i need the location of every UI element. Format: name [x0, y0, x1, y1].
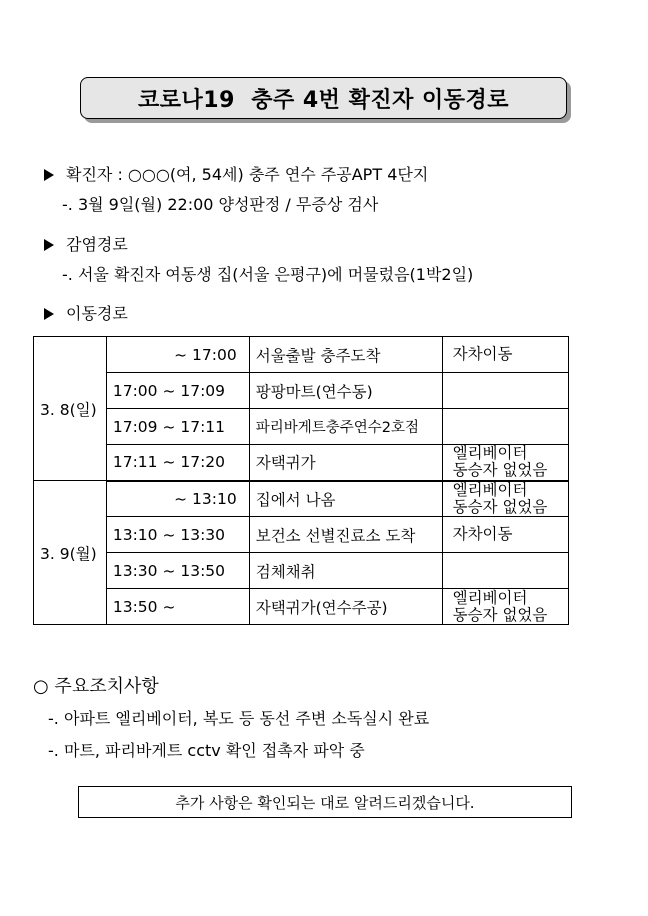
- time-cell: ~ 13:10: [106, 481, 249, 517]
- date-cell: 3. 9(월): [34, 481, 107, 625]
- time-cell: ~ 17:00: [106, 337, 249, 373]
- footer-note: [78, 786, 572, 818]
- infection-detail: [62, 262, 473, 285]
- table-row: [34, 409, 569, 445]
- table-row: [34, 553, 569, 589]
- place-cell: 팡팡마트(연수동): [249, 373, 442, 409]
- triangle-bullet-icon: [44, 169, 54, 181]
- measure-item: [48, 738, 365, 761]
- note-cell: [442, 481, 568, 517]
- test-result: -. 3월 9일(월) 22:00 양성판정 / 무증상 검사: [62, 195, 379, 214]
- route-heading-text: 이동경로: [66, 304, 128, 323]
- patient-line: [44, 162, 428, 185]
- note-line: 동승자 없었음: [452, 605, 548, 624]
- table-row: [34, 589, 569, 625]
- time-cell: 13:50 ~: [106, 589, 249, 625]
- table-row: [34, 481, 569, 517]
- note-cell: [442, 445, 568, 481]
- table-row: [34, 517, 569, 553]
- note-line: 동승자 없었음: [452, 497, 548, 516]
- place-cell: 서울출발 충주도착: [249, 337, 442, 373]
- note-cell: [442, 589, 568, 625]
- patient-info: 확진자 : ○○○(여, 54세) 충주 연수 주공APT 4단지: [66, 165, 429, 184]
- measure-item-text: -. 아파트 엘리베이터, 복도 등 동선 주변 소독실시 완료: [48, 709, 430, 728]
- triangle-bullet-icon: [44, 239, 54, 251]
- table-row: [34, 373, 569, 409]
- table-row: [34, 337, 569, 373]
- place-cell: 집에서 나옴: [249, 481, 442, 517]
- note-line: 엘리베이터: [452, 444, 528, 463]
- measure-item: [48, 706, 429, 729]
- triangle-bullet-icon: [44, 308, 54, 320]
- time-cell: 17:09 ~ 17:11: [106, 409, 249, 445]
- page-title-text: 코로나19 충주 4번 확진자 이동경로: [138, 87, 509, 113]
- place-cell: 자택귀가: [249, 445, 442, 481]
- date-cell: 3. 8(일): [34, 337, 107, 481]
- infection-heading: [44, 232, 128, 255]
- note-cell: [442, 373, 568, 409]
- measure-item-text: -. 마트, 파리바게트 cctv 확인 접촉자 파악 중: [48, 741, 365, 760]
- footer-note-text: 추가 사항은 확인되는 대로 알려드리겠습니다.: [175, 793, 475, 812]
- infection-heading-text: 감염경로: [66, 235, 128, 254]
- measures-heading-text: ○ 주요조치사항: [33, 676, 159, 697]
- place-cell: 자택귀가(연수주공): [249, 589, 442, 625]
- time-cell: 13:30 ~ 13:50: [106, 553, 249, 589]
- place-cell: 검체채취: [249, 553, 442, 589]
- page-title: [80, 77, 567, 119]
- time-cell: 17:11 ~ 17:20: [106, 445, 249, 481]
- infection-detail-text: -. 서울 확진자 여동생 집(서울 은평구)에 머물렀음(1박2일): [62, 265, 474, 284]
- time-cell: 13:10 ~ 13:30: [106, 517, 249, 553]
- route-table: [33, 336, 569, 625]
- note-cell: [442, 409, 568, 445]
- route-heading: [44, 301, 128, 324]
- note-cell: 자차이동: [442, 337, 568, 373]
- time-cell: 17:00 ~ 17:09: [106, 373, 249, 409]
- table-row: [34, 445, 569, 481]
- note-cell: [442, 553, 568, 589]
- note-line: 엘리베이터: [452, 588, 528, 607]
- note-line: 동승자 없었음: [452, 461, 548, 480]
- test-line: [62, 192, 378, 215]
- measures-heading: [33, 672, 159, 698]
- note-cell: 자차이동: [442, 517, 568, 553]
- note-line: 엘리베이터: [452, 480, 528, 499]
- place-cell: 보건소 선별진료소 도착: [249, 517, 442, 553]
- place-cell: 파리바게트충주연수2호점: [249, 409, 442, 445]
